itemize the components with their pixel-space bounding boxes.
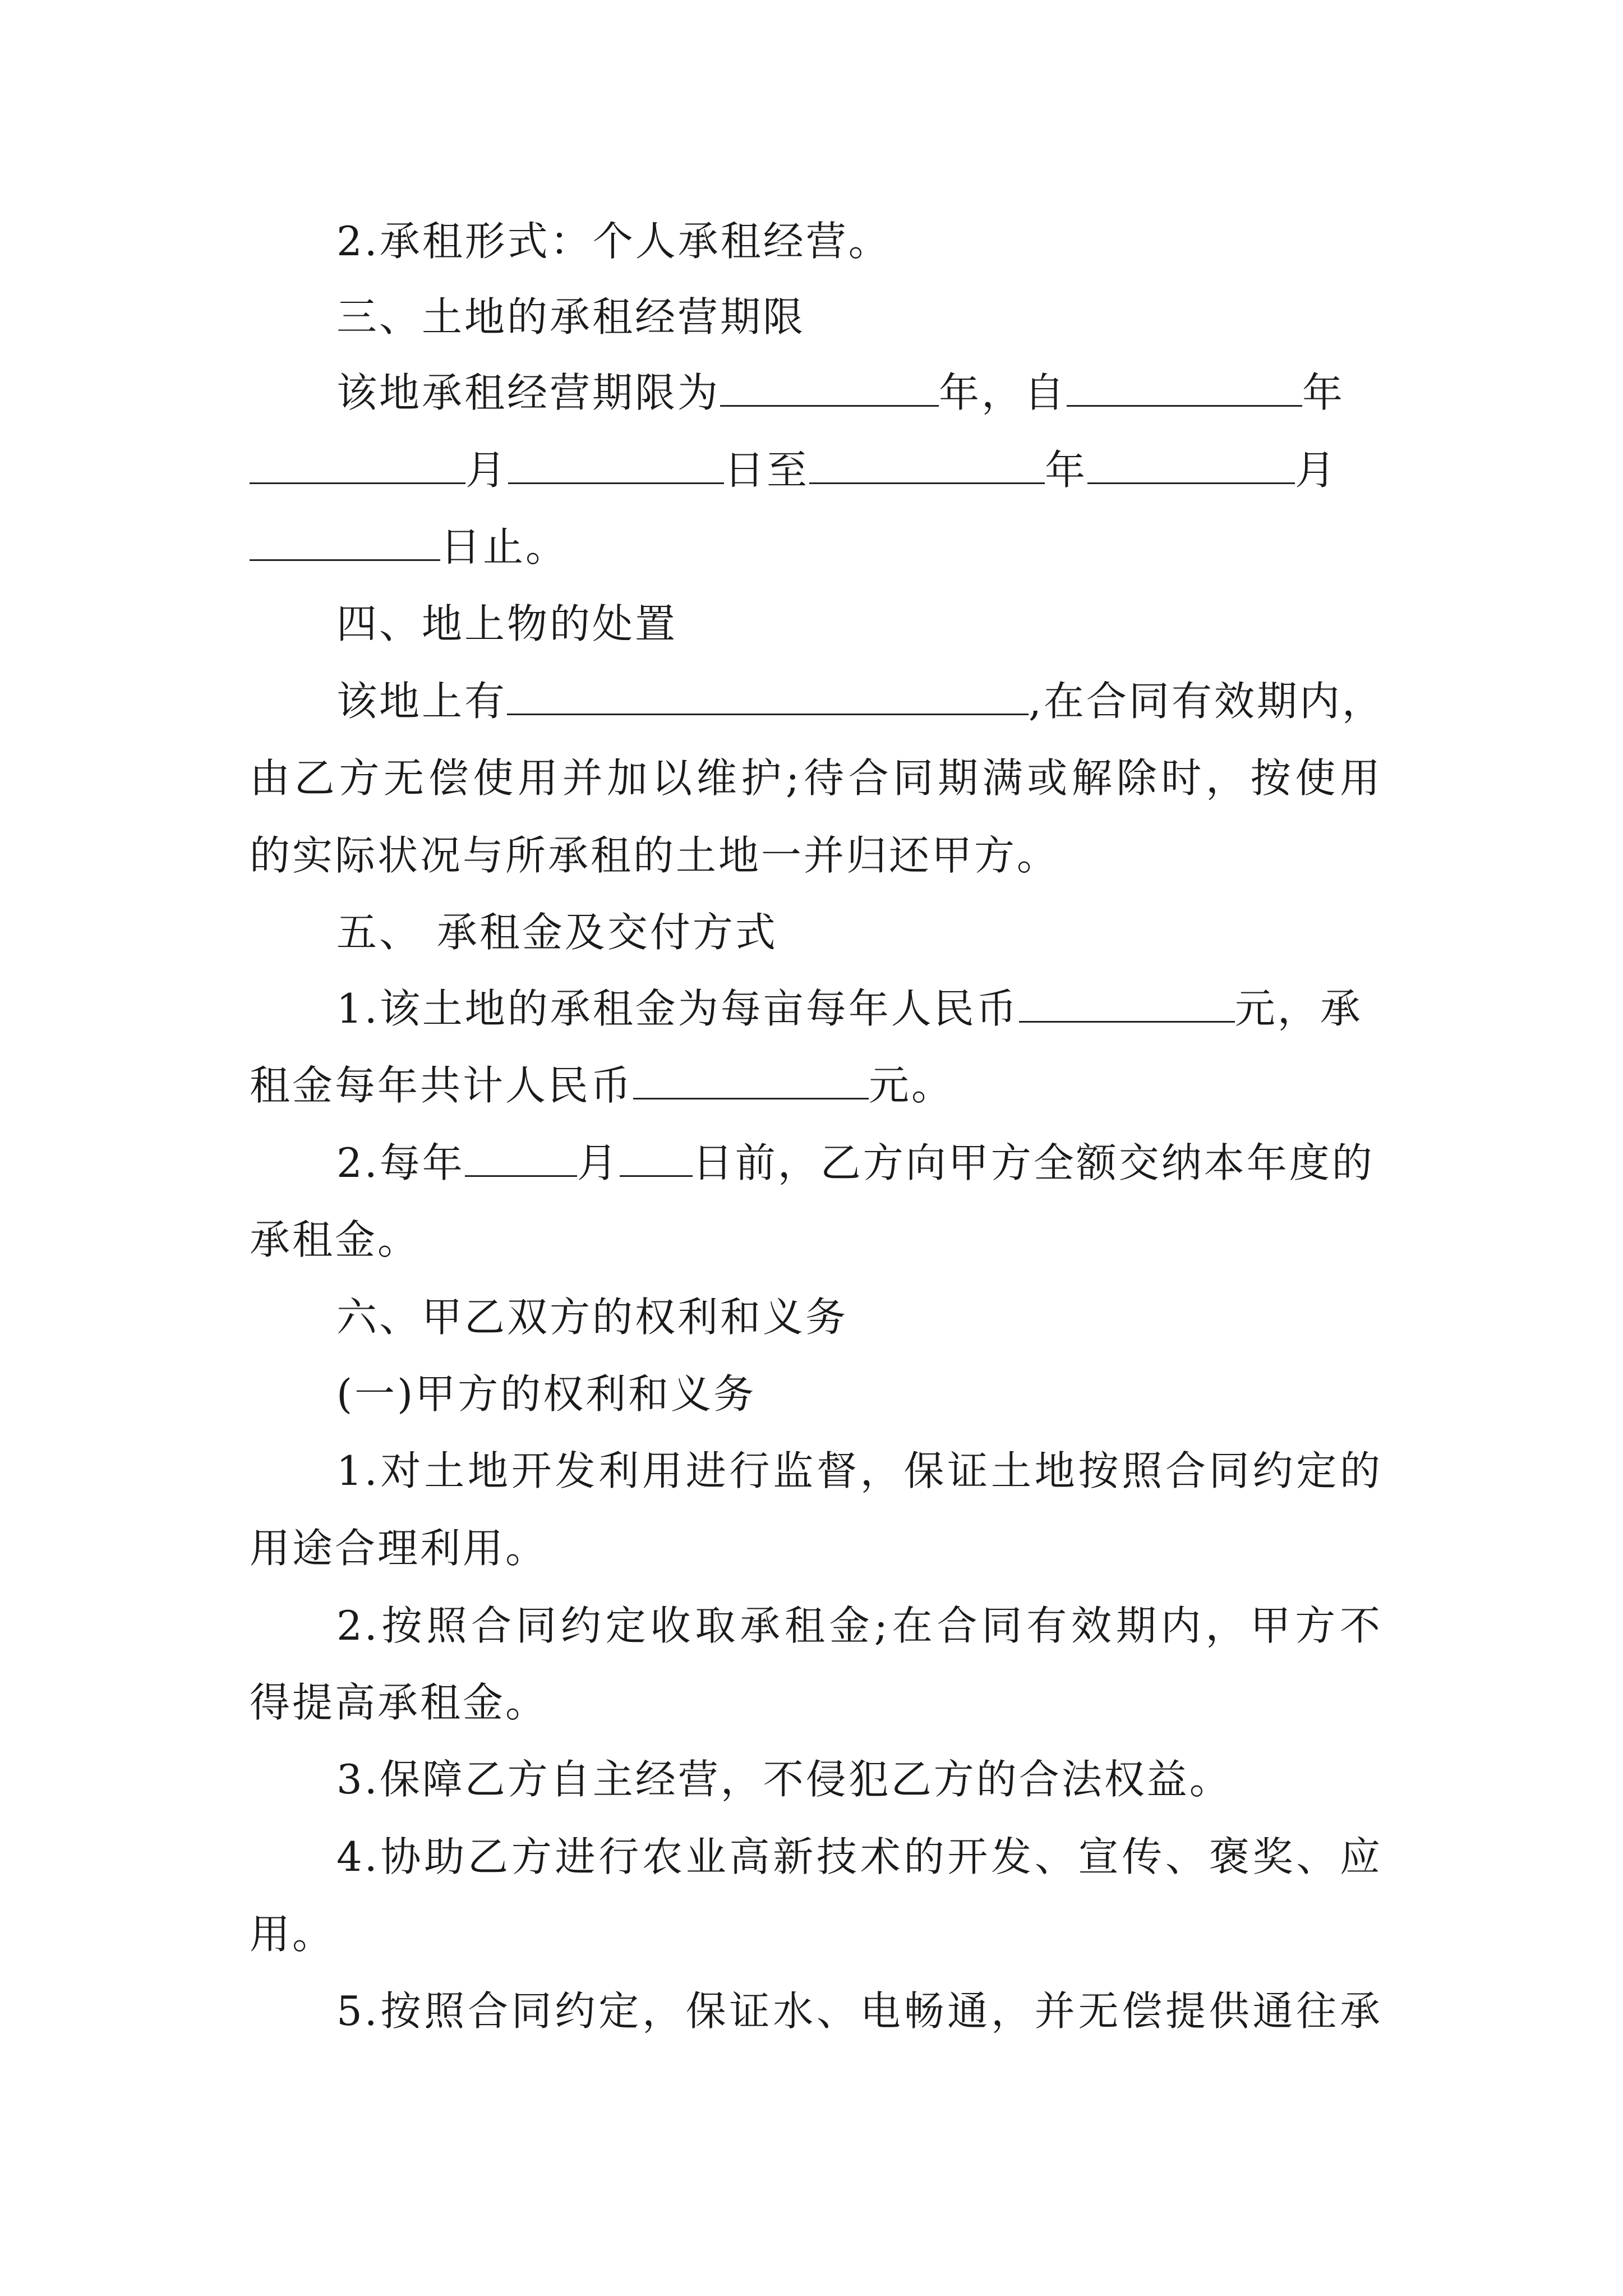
paragraph-line: 的实际状况与所承租的土地一并归还甲方。	[250, 832, 1060, 879]
paragraph-line: 3.保障乙方自主经营，不侵犯乙方的合法权益。	[336, 1756, 1232, 1803]
paragraph-line: 5.按照合同约定，保证水、电畅通，并无偿提供通往承	[336, 1987, 1382, 2035]
paragraph-line: 租金每年共计人民币 元。	[250, 1062, 955, 1109]
fill-blank	[250, 524, 440, 561]
fill-blank	[633, 1063, 869, 1099]
fill-blank	[1067, 370, 1302, 407]
fill-blank	[1019, 986, 1235, 1023]
paragraph-line: 4.协助乙方进行农业高新技术的开发、宣传、褒奖、应	[336, 1833, 1382, 1880]
subsection-heading: (一)甲方的权利和义务	[336, 1370, 757, 1418]
fill-blank	[1087, 448, 1295, 484]
paragraph-line: 2.每年 月 日前，乙方向甲方全额交纳本年度的	[336, 1139, 1375, 1186]
fill-blank	[250, 448, 465, 484]
section-heading: 五、 承租金及交付方式	[336, 909, 778, 956]
paragraph-line: 1.该土地的承租金为每亩每年人民币 元，承	[336, 985, 1363, 1032]
fill-blank	[507, 679, 1029, 715]
paragraph-line: 2.承租形式：个人承租经营。	[336, 218, 891, 265]
fill-blank	[620, 1140, 693, 1177]
section-heading: 三、土地的承租经营期限	[336, 293, 806, 341]
paragraph-line: 月 日至 年 月	[250, 442, 1382, 498]
paragraph-line: 由乙方无偿使用并加以维护;待合同期满或解除时，按使用	[250, 754, 1382, 802]
paragraph-line: 得提高承租金。	[250, 1679, 548, 1726]
fill-blank	[508, 448, 724, 484]
paragraph-line: 该地承租经营期限为 年，自 年	[336, 369, 1345, 416]
fill-blank	[809, 448, 1045, 484]
paragraph-line: 该地上有 ,在合同有效期内，	[336, 678, 1385, 725]
paragraph-line: 承租金。	[250, 1216, 421, 1263]
paragraph-line: 用。	[250, 1911, 335, 1958]
paragraph-line: 用途合理利用。	[250, 1525, 548, 1572]
paragraph-line: 2.按照合同约定收取承租金;在合同有效期内，甲方不	[336, 1602, 1382, 1649]
paragraph-line: 1.对土地开发利用进行监督，保证土地按照合同约定的	[336, 1447, 1382, 1494]
fill-blank	[720, 370, 939, 407]
fill-blank	[465, 1140, 577, 1177]
section-heading: 四、地上物的处置	[336, 600, 678, 647]
section-heading: 六、甲乙双方的权利和义务	[336, 1294, 849, 1341]
paragraph-line: 日止。	[250, 519, 1382, 575]
